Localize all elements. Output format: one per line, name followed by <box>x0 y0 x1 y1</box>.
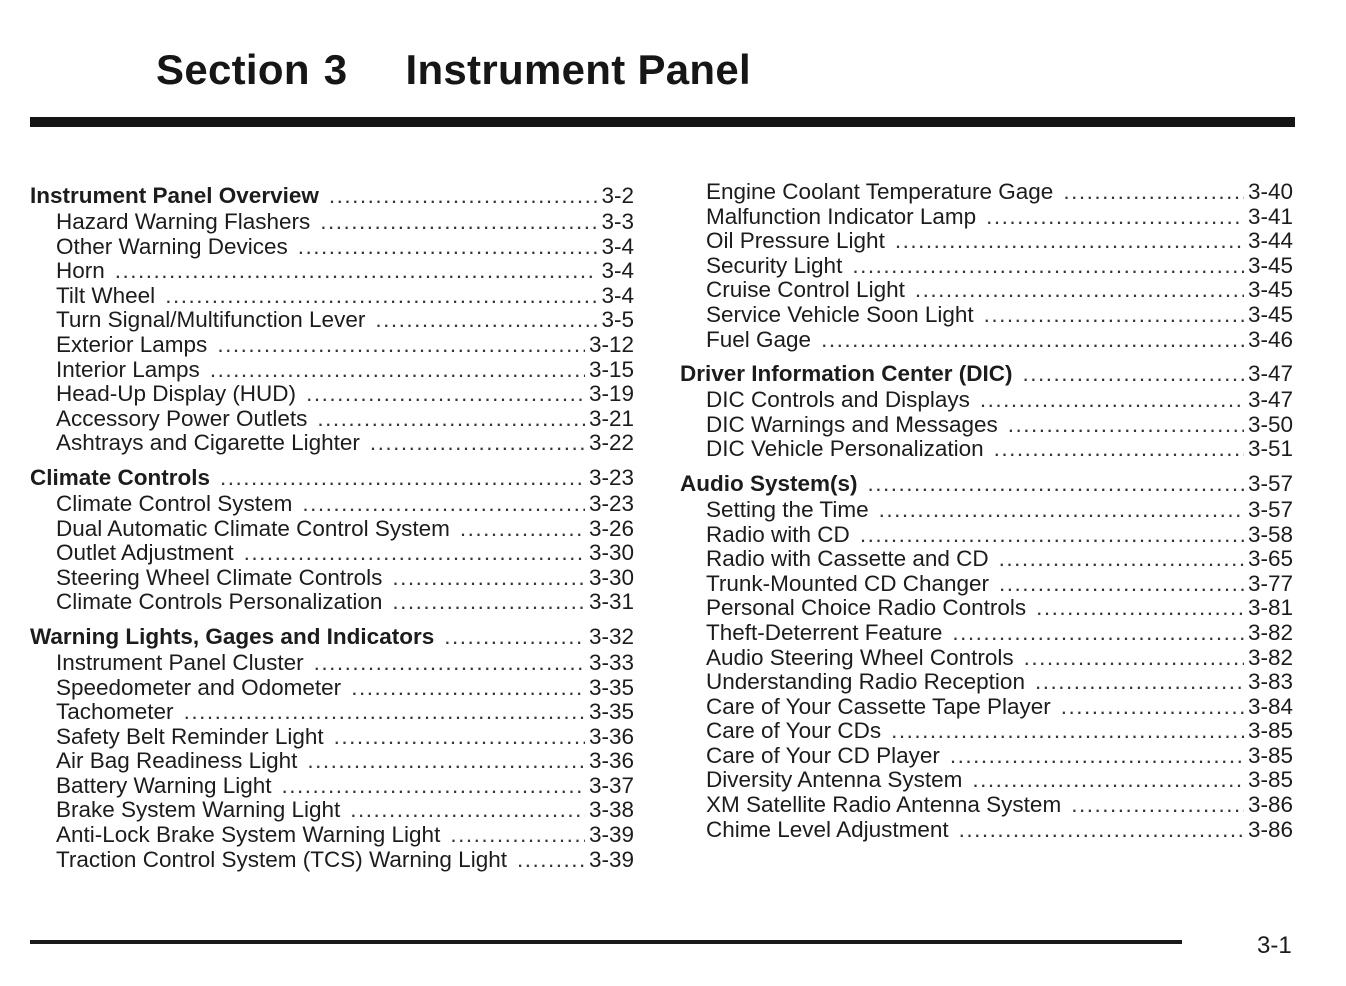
toc-entry[interactable] <box>680 743 1293 768</box>
toc-entry-label: Chime Level Adjustment <box>706 816 949 842</box>
toc-entry-label: Oil Pressure Light <box>706 228 885 254</box>
dot-leader <box>317 406 585 432</box>
toc-entry-label: Head-Up Display (HUD) <box>56 381 297 407</box>
toc-entry[interactable] <box>680 571 1293 596</box>
toc-entry-page: 3-23 <box>588 464 634 490</box>
toc-entry[interactable] <box>680 253 1293 278</box>
toc-entry[interactable] <box>680 767 1293 792</box>
dot-leader <box>282 773 585 799</box>
dot-leader <box>351 675 585 701</box>
toc-entry-page: 3-51 <box>1247 436 1293 462</box>
dot-leader <box>1035 669 1244 695</box>
footer-rule <box>30 940 1182 944</box>
toc-entry-page: 3-4 <box>601 233 634 259</box>
toc-entry[interactable] <box>30 516 634 541</box>
toc-entry[interactable] <box>680 228 1293 253</box>
toc-entry[interactable] <box>30 699 634 724</box>
toc-entry-label: XM Satellite Radio Antenna System <box>706 792 1062 818</box>
toc-entry-page: 3-35 <box>588 674 634 700</box>
dot-leader <box>370 430 585 456</box>
toc-entry-page: 3-45 <box>1247 277 1293 303</box>
toc-entry[interactable] <box>680 817 1293 842</box>
toc-entry-label: Understanding Radio Reception <box>706 669 1025 695</box>
dot-leader <box>307 748 585 774</box>
dot-leader <box>350 797 585 823</box>
toc-entry-label: Personal Choice Radio Controls <box>706 595 1027 621</box>
toc-entry[interactable] <box>30 650 634 675</box>
toc-entry[interactable] <box>30 307 634 332</box>
toc-entry-page: 3-85 <box>1247 767 1293 793</box>
dot-leader <box>302 491 585 517</box>
toc-entry[interactable] <box>30 847 634 872</box>
toc-entry-label: Turn Signal/Multifunction Lever <box>56 307 366 333</box>
toc-entry[interactable] <box>30 430 634 455</box>
toc-entry[interactable] <box>30 675 634 700</box>
toc-entry[interactable] <box>680 792 1293 817</box>
toc-entry-page: 3-77 <box>1247 570 1293 596</box>
dot-leader <box>821 327 1244 353</box>
toc-entry-label: Outlet Adjustment <box>56 540 234 566</box>
toc-entry-label: Tilt Wheel <box>56 282 156 308</box>
toc-entry-label: Warning Lights, Gages and Indicators <box>30 623 435 649</box>
toc-entry-page: 3-12 <box>588 331 634 357</box>
dot-leader <box>334 724 585 750</box>
toc-entry-page: 3-44 <box>1247 228 1293 254</box>
dot-leader <box>860 522 1244 548</box>
page-number: 3-1 <box>1257 932 1292 959</box>
toc-entry-label: Instrument Panel Cluster <box>56 649 304 675</box>
toc-entry-label: Trunk-Mounted CD Changer <box>706 570 990 596</box>
dot-leader <box>375 307 597 333</box>
toc-entry-label: Tachometer <box>56 699 174 725</box>
toc-entry[interactable] <box>30 589 634 614</box>
toc-entry-page: 3-37 <box>588 772 634 798</box>
toc-entry[interactable] <box>680 522 1293 547</box>
dot-leader <box>952 620 1244 646</box>
toc-entry-page: 3-83 <box>1247 669 1293 695</box>
dot-leader <box>999 546 1244 572</box>
toc-entry-page: 3-85 <box>1247 718 1293 744</box>
toc-entry-page: 3-84 <box>1247 693 1293 719</box>
dot-leader <box>1024 645 1244 671</box>
toc-entry-label: Climate Controls <box>30 464 211 490</box>
toc-entry-page: 3-57 <box>1247 470 1293 496</box>
toc-entry[interactable] <box>30 381 634 406</box>
dot-leader <box>1023 361 1244 387</box>
toc-entry-page: 3-32 <box>588 623 634 649</box>
toc-entry-label: Climate Control System <box>56 490 293 516</box>
toc-entry-page: 3-41 <box>1247 203 1293 229</box>
toc-entry-page: 3-21 <box>588 405 634 431</box>
section-title <box>156 46 751 94</box>
dot-leader <box>852 253 1244 279</box>
toc-column-left <box>30 179 634 871</box>
dot-leader <box>244 540 585 566</box>
toc-entry-page: 3-45 <box>1247 252 1293 278</box>
toc-entry[interactable] <box>680 546 1293 571</box>
toc-entry-page: 3-82 <box>1247 619 1293 645</box>
toc-entry-label: Anti-Lock Brake System Warning Light <box>56 822 441 848</box>
dot-leader <box>891 718 1244 744</box>
toc-entry-page: 3-4 <box>601 282 634 308</box>
toc-entry-label: Steering Wheel Climate Controls <box>56 564 383 590</box>
toc-entry-label: Setting the Time <box>706 496 869 522</box>
toc-entry-page: 3-86 <box>1247 816 1293 842</box>
toc-heading-entry[interactable] <box>30 461 634 491</box>
dot-leader <box>460 516 585 542</box>
dot-leader <box>392 565 585 591</box>
toc-entry-label: Other Warning Devices <box>56 233 288 259</box>
toc-entry-page: 3-45 <box>1247 301 1293 327</box>
toc-entry[interactable] <box>30 797 634 822</box>
toc-entry[interactable] <box>30 234 634 259</box>
toc-entry[interactable] <box>30 209 634 234</box>
dot-leader <box>980 387 1244 413</box>
toc-entry-label: Speedometer and Odometer <box>56 674 342 700</box>
toc-entry-label: Care of Your CD Player <box>706 742 940 768</box>
toc-entry-label: Malfunction Indicator Lamp <box>706 203 977 229</box>
dot-leader <box>165 283 597 309</box>
dot-leader <box>517 847 585 873</box>
toc-heading-entry[interactable] <box>30 620 634 650</box>
toc-entry-page: 3-50 <box>1247 411 1293 437</box>
toc-entry-label: Hazard Warning Flashers <box>56 209 311 234</box>
toc-entry-label: Exterior Lamps <box>56 331 208 357</box>
toc-entry-page: 3-19 <box>588 381 634 407</box>
toc-entry[interactable] <box>680 277 1293 302</box>
dot-leader <box>298 234 598 260</box>
toc-entry-page: 3-3 <box>601 209 634 234</box>
dot-leader <box>306 381 585 407</box>
dot-leader <box>210 357 585 383</box>
toc-entry-label: Diversity Antenna System <box>706 767 963 793</box>
dot-leader <box>392 589 585 615</box>
toc-entry[interactable] <box>30 357 634 382</box>
toc-entry[interactable] <box>30 773 634 798</box>
dot-leader <box>444 624 585 650</box>
toc-entry[interactable] <box>30 332 634 357</box>
dot-leader <box>959 817 1244 843</box>
toc-entry-label: Instrument Panel Overview <box>30 183 319 208</box>
toc-entry-label: Radio with CD <box>706 521 850 547</box>
dot-leader <box>895 228 1244 254</box>
toc-entry[interactable] <box>30 258 634 283</box>
toc-entry-label: Safety Belt Reminder Light <box>56 723 324 749</box>
toc-entry-page: 3-36 <box>588 723 634 749</box>
dot-leader <box>950 743 1244 769</box>
dot-leader <box>1008 412 1244 438</box>
toc-entry[interactable] <box>30 748 634 773</box>
toc-entry-page: 3-26 <box>588 515 634 541</box>
toc-entry[interactable] <box>30 540 634 565</box>
toc-entry-page: 3-85 <box>1247 742 1293 768</box>
toc-entry[interactable] <box>680 694 1293 719</box>
toc-entry[interactable] <box>680 302 1293 327</box>
toc-heading-entry[interactable] <box>680 357 1293 387</box>
dot-leader <box>999 571 1244 597</box>
toc-entry-page: 3-47 <box>1247 361 1293 387</box>
toc-heading-entry[interactable] <box>30 179 634 209</box>
toc-entry[interactable] <box>680 204 1293 229</box>
toc-entry[interactable] <box>680 497 1293 522</box>
toc-entry-page: 3-38 <box>588 797 634 823</box>
dot-leader <box>1063 179 1244 205</box>
toc-entry-label: Care of Your Cassette Tape Player <box>706 693 1051 719</box>
toc-entry-page: 3-39 <box>588 846 634 872</box>
dot-leader <box>115 258 598 284</box>
toc-entry-label: Accessory Power Outlets <box>56 405 308 431</box>
toc-heading-entry[interactable] <box>680 467 1293 497</box>
toc-entry[interactable] <box>30 491 634 516</box>
toc-entry-page: 3-57 <box>1247 496 1293 522</box>
toc-column-right <box>680 179 1293 841</box>
dot-leader <box>972 767 1244 793</box>
section-label: Section <box>156 46 310 93</box>
toc-entry-label: Climate Controls Personalization <box>56 589 383 615</box>
toc-entry-page: 3-86 <box>1247 792 1293 818</box>
dot-leader <box>984 302 1244 328</box>
toc-entry-label: Battery Warning Light <box>56 772 272 798</box>
toc-entry-page: 3-31 <box>588 589 634 615</box>
toc-entry-page: 3-15 <box>588 356 634 382</box>
dot-leader <box>986 204 1244 230</box>
toc-entry-page: 3-36 <box>588 748 634 774</box>
dot-leader <box>184 699 585 725</box>
toc-entry[interactable] <box>30 724 634 749</box>
toc-entry[interactable] <box>680 436 1293 461</box>
toc-entry[interactable] <box>680 595 1293 620</box>
toc-entry-page: 3-35 <box>588 699 634 725</box>
toc-entry-label: Interior Lamps <box>56 356 200 382</box>
toc-entry-page: 3-23 <box>588 490 634 516</box>
dot-leader <box>879 497 1244 523</box>
toc-entry[interactable] <box>30 406 634 431</box>
toc-entry-label: Audio Steering Wheel Controls <box>706 644 1014 670</box>
toc-entry[interactable] <box>680 387 1293 412</box>
dot-leader <box>1071 792 1244 818</box>
toc-entry-label: Engine Coolant Temperature Gage <box>706 179 1054 204</box>
dot-leader <box>1061 694 1244 720</box>
toc-entry-page: 3-82 <box>1247 644 1293 670</box>
toc-entry[interactable] <box>30 283 634 308</box>
toc-entry-page: 3-40 <box>1247 179 1293 204</box>
toc-entry-label: Fuel Gage <box>706 326 812 352</box>
toc-entry-label: DIC Controls and Displays <box>706 387 970 413</box>
header-rule <box>30 117 1295 127</box>
toc-entry-label: Horn <box>56 258 105 284</box>
toc-entry-page: 3-47 <box>1247 387 1293 413</box>
toc-entry[interactable] <box>680 669 1293 694</box>
toc-entry-label: Air Bag Readiness Light <box>56 748 298 774</box>
toc-entry-label: Ashtrays and Cigarette Lighter <box>56 430 360 456</box>
toc-entry[interactable] <box>680 412 1293 437</box>
toc-entry-label: Theft-Deterrent Feature <box>706 619 943 645</box>
toc-entry-label: Service Vehicle Soon Light <box>706 301 974 327</box>
toc-entry-page: 3-30 <box>588 564 634 590</box>
toc-entry-page: 3-46 <box>1247 326 1293 352</box>
dot-leader <box>915 277 1244 303</box>
dot-leader <box>217 332 585 358</box>
toc-entry-page: 3-33 <box>588 649 634 675</box>
toc-entry-page: 3-2 <box>601 183 634 208</box>
toc-entry[interactable] <box>680 645 1293 670</box>
toc-entry-label: Audio System(s) <box>680 470 858 496</box>
toc-entry[interactable] <box>680 718 1293 743</box>
section-heading: Instrument Panel <box>405 46 752 93</box>
toc-entry[interactable] <box>680 620 1293 645</box>
dot-leader <box>314 650 585 676</box>
toc-entry-label: Radio with Cassette and CD <box>706 546 989 572</box>
dot-leader <box>329 183 598 209</box>
section-number: 3 <box>323 46 348 93</box>
toc-entry-page: 3-58 <box>1247 521 1293 547</box>
toc-entry-page: 3-22 <box>588 430 634 456</box>
toc-entry-label: Dual Automatic Climate Control System <box>56 515 450 541</box>
toc-entry[interactable] <box>680 179 1293 204</box>
toc-entry[interactable] <box>30 822 634 847</box>
toc-entry-label: Security Light <box>706 252 843 278</box>
toc-entry-label: DIC Warnings and Messages <box>706 411 998 437</box>
toc-entry-page: 3-4 <box>601 258 634 284</box>
toc-entry-label: Brake System Warning Light <box>56 797 341 823</box>
toc-entry-page: 3-65 <box>1247 546 1293 572</box>
toc-entry-label: Driver Information Center (DIC) <box>680 361 1013 387</box>
toc-entry-page: 3-39 <box>588 822 634 848</box>
dot-leader <box>994 436 1244 462</box>
toc-entry-label: DIC Vehicle Personalization <box>706 436 984 462</box>
dot-leader <box>320 209 597 235</box>
toc-entry-label: Traction Control System (TCS) Warning Light <box>56 846 507 872</box>
dot-leader <box>1036 595 1244 621</box>
toc-entry-label: Cruise Control Light <box>706 277 905 303</box>
toc-entry-page: 3-5 <box>601 307 634 333</box>
dot-leader <box>450 822 585 848</box>
dot-leader <box>868 471 1244 497</box>
dot-leader <box>220 465 585 491</box>
toc-entry-label: Care of Your CDs <box>706 718 882 744</box>
toc-entry-page: 3-30 <box>588 540 634 566</box>
toc-entry-page: 3-81 <box>1247 595 1293 621</box>
toc-entry[interactable] <box>30 565 634 590</box>
toc-entry[interactable] <box>680 327 1293 352</box>
